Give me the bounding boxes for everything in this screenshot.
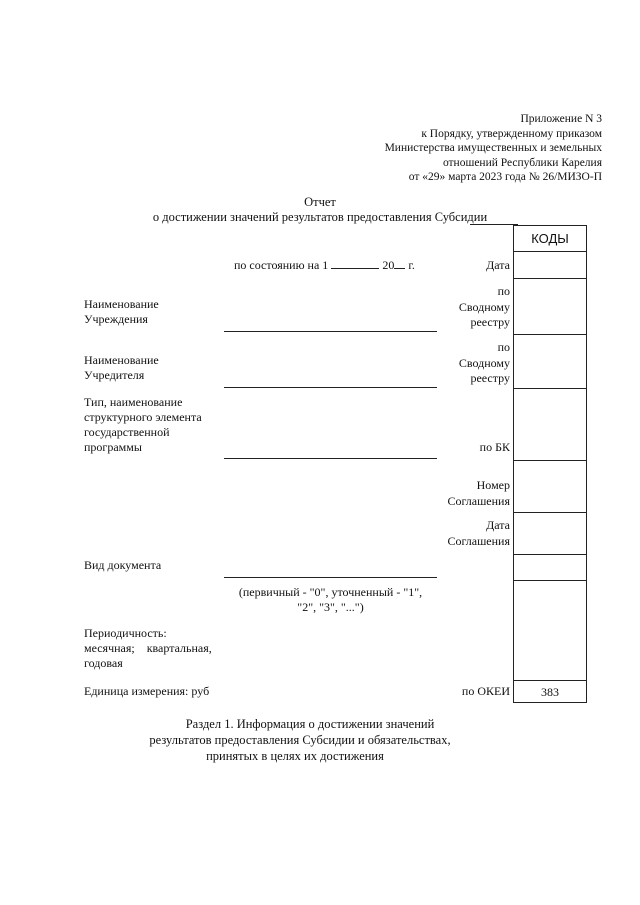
section-line-3: принятых в целях их достижения (206, 749, 384, 763)
month-blank[interactable] (331, 268, 379, 269)
appendix-line-2: к Порядку, утвержденному приказом (421, 127, 602, 140)
section-line-2: результатов предоставления Субсидии и обязательствах, (149, 733, 451, 747)
doc-type-label: Вид документа (84, 558, 162, 572)
founder-input-line[interactable] (224, 387, 437, 388)
code-cell-doc-type[interactable] (514, 554, 586, 580)
founder-registry-label: по Сводному реестру (458, 340, 510, 385)
code-cell-agreement-date[interactable] (514, 512, 586, 554)
code-cell-agreement-number[interactable] (514, 460, 586, 512)
code-cell-founder[interactable] (514, 334, 586, 388)
appendix-line-5: от «29» марта 2023 года № 26/МИЗО-П (408, 171, 602, 183)
report-title: Отчет (304, 195, 336, 209)
section-1-heading (0, 716, 640, 764)
budget-code-label: по БК (479, 440, 510, 454)
founder-label: Наименование Учредителя (84, 353, 159, 382)
appendix-header (385, 112, 602, 185)
report-subtitle: о достижении значений результатов предоставления Субсидии (152, 210, 488, 224)
codes-header: КОДЫ (513, 225, 587, 251)
as-of-prefix: по состоянию на 1 (234, 258, 329, 272)
year-blank[interactable] (394, 268, 405, 269)
agreement-number-label: Номер Соглашения (447, 478, 510, 508)
title-underline (470, 224, 518, 225)
codes-column (513, 251, 587, 703)
appendix-line-4: отношений Республики Карелия (442, 156, 602, 169)
program-label: Тип, наименование структурного элемента государственной программы (84, 395, 202, 454)
okei-label: по ОКЕИ (461, 684, 510, 698)
doc-type-hint: (первичный - "0", уточненный - "1", "2", "3", "...") (238, 585, 423, 614)
institution-input-line[interactable] (224, 331, 437, 332)
program-input-line[interactable] (224, 458, 437, 459)
code-cell-okei (514, 680, 586, 703)
doc-type-input-line[interactable] (224, 577, 437, 578)
code-cell-periodicity[interactable] (514, 580, 586, 680)
code-cell-date[interactable] (514, 252, 586, 278)
year-prefix: 20 (382, 258, 395, 272)
institution-registry-label: по Сводному реестру (458, 284, 510, 329)
appendix-line-1: Приложение N 3 (520, 113, 602, 125)
okei-code: 383 (541, 684, 559, 699)
agreement-date-label: Дата Соглашения (447, 518, 510, 548)
date-label: Дата (486, 258, 510, 272)
as-of-date (234, 258, 415, 273)
code-cell-program[interactable] (514, 388, 586, 460)
code-cell-institution[interactable] (514, 278, 586, 334)
year-suffix: г. (408, 258, 415, 272)
institution-label: Наименование Учреждения (84, 297, 159, 326)
unit-label: Единица измерения: руб (84, 684, 210, 698)
section-line-1: Раздел 1. Информация о достижении значений (185, 717, 435, 731)
appendix-line-3: Министерства имущественных и земельных (384, 142, 602, 154)
periodicity-label: Периодичность: месячная; квартальная, годовая (84, 626, 212, 670)
